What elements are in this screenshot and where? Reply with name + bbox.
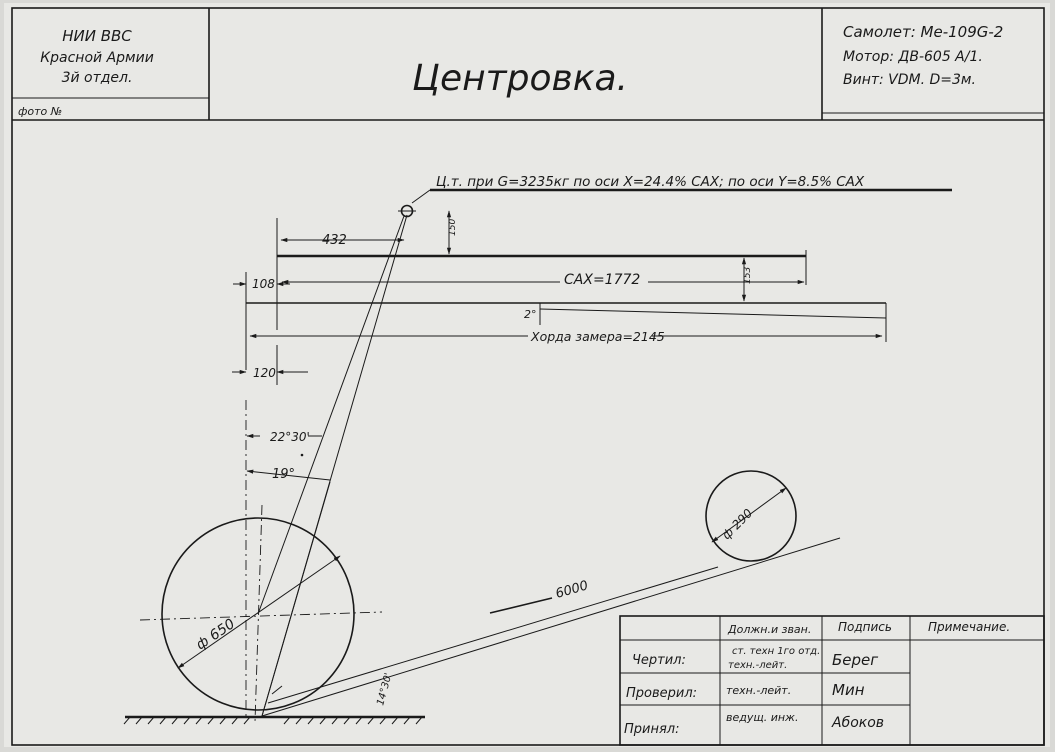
angle-14-30: 14°30' — [375, 671, 395, 707]
dim-cax: САХ=1772 — [564, 272, 641, 288]
dim-6000: 6000 — [553, 578, 590, 602]
angle-19: 19° — [272, 467, 296, 482]
engine-label: Мотор: ДВ-605 А/1. — [843, 49, 983, 65]
header-note: Примечание. — [928, 620, 1011, 634]
photo-label: фото № — [18, 105, 63, 118]
row-drew-position-2: техн.-лейт. — [728, 660, 788, 671]
dim-432: 432 — [322, 233, 347, 248]
propeller-label: Винт: VDM. D=3м. — [843, 72, 976, 88]
dim-108: 108 — [252, 277, 275, 291]
row-checked-signature: Мин — [832, 681, 865, 699]
row-drew-label: Чертил: — [632, 653, 686, 668]
org-line-1: НИИ ВВС — [62, 27, 132, 45]
header-position: Должн.и зван. — [728, 623, 812, 636]
row-checked-label: Проверил: — [626, 686, 698, 701]
row-drew-position-1: ст. техн 1го отд. — [732, 646, 821, 657]
header-signature: Подпись — [838, 620, 892, 634]
main-wheel-diameter: ф 650 — [193, 615, 239, 654]
drawing-title: Центровка. — [412, 58, 628, 99]
angle-22-30: 22°30' — [270, 430, 310, 444]
row-checked-position-1: техн.-лейт. — [726, 684, 792, 697]
dim-150: 150 — [448, 218, 458, 236]
row-accepted-label: Принял: — [624, 722, 680, 737]
cg-note: Ц.т. при G=3235кг по оси X=24.4% САХ; по оси Y=8.5% САХ — [436, 174, 865, 190]
row-accepted-position-1: ведущ. инж. — [726, 711, 799, 724]
org-line-2: Красной Армии — [40, 50, 154, 66]
aircraft-label: Самолет: Ме-109G-2 — [843, 23, 1004, 41]
org-line-3: 3й отдел. — [61, 70, 133, 86]
tail-wheel-diameter: ф 290 — [719, 506, 756, 543]
row-accepted-signature: Абоков — [832, 715, 885, 731]
angle-2: 2° — [524, 308, 537, 321]
dim-120: 120 — [253, 366, 276, 380]
dim-chord: Хорда замера=2145 — [531, 329, 665, 344]
paper-sheet — [4, 3, 1050, 747]
row-drew-signature: Берег — [832, 651, 879, 669]
dim-153: 153 — [743, 266, 753, 284]
